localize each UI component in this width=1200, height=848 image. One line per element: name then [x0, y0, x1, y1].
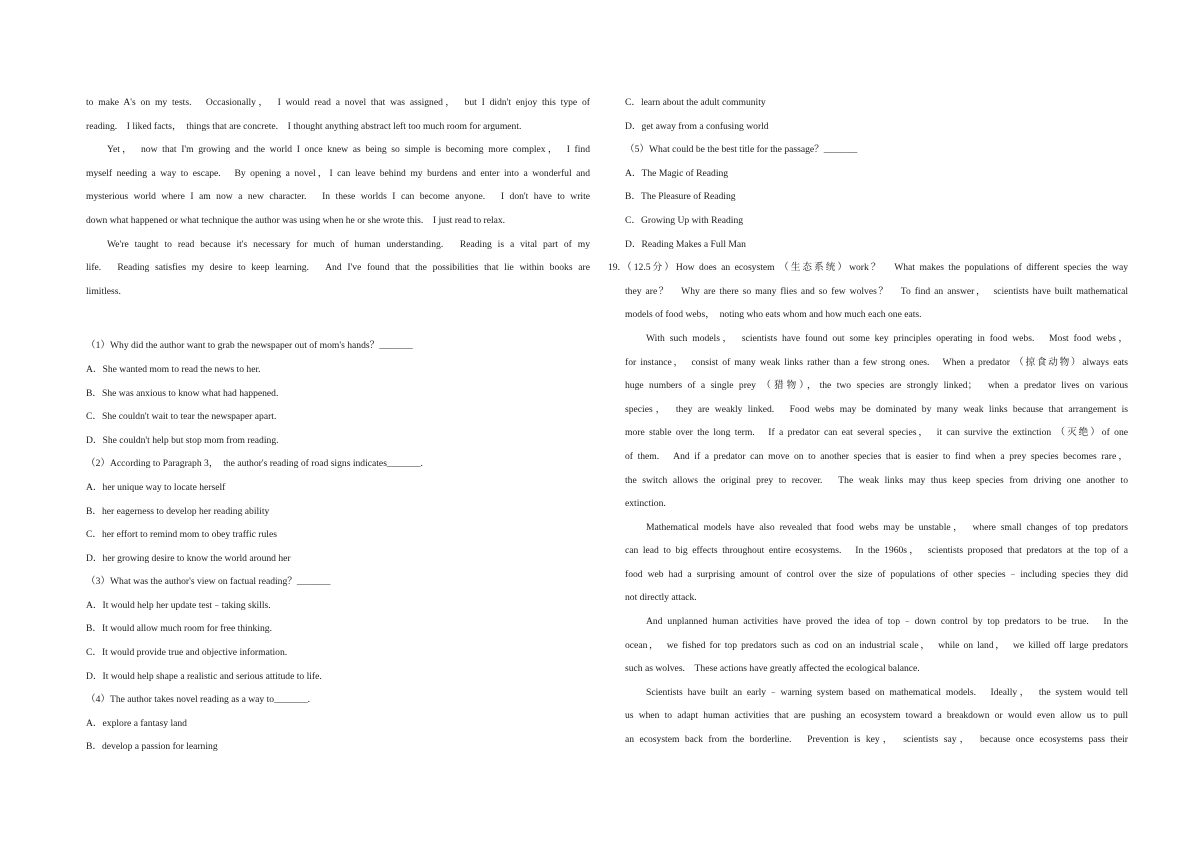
question-stem: （4）The author takes novel reading as a way to_______. [86, 694, 311, 706]
option-a: A．It would help her update test﹣taking skills. [86, 599, 271, 611]
passage-line: myself needing a way to escape. By opening a novel，I can leave behind my burdens and enter into a wonderful and [86, 167, 590, 179]
passage-line: more stable over the long term. If a predator can eat several species， it can survive the extinction （灭绝）of one [625, 427, 1128, 439]
passage-line: And unplanned human activities have proved the idea of top﹣down control by top predators to be true. In the [646, 616, 1128, 628]
option-a: A．She wanted mom to read the news to her. [86, 363, 261, 375]
passage-line: species， they are weakly linked. Food webs may be dominated by many weak links because that arrangement is [625, 403, 1128, 415]
question-2 [86, 452, 590, 570]
passage-continued [86, 91, 590, 303]
passage-line: not directly attack. [625, 592, 697, 604]
passage-line: down what happened or what technique the author was using when he or she wrote this. I just read to relax. [86, 214, 506, 226]
question-stem: （2）According to Paragraph 3， the author's reading of road signs indicates_______. [86, 458, 423, 470]
passage-line: such as wolves. These actions have greatly affected the ecological balance. [625, 663, 920, 675]
passage-line: huge numbers of a single prey （猎物），the two species are strongly linked； when a predator lives on various [625, 380, 1128, 392]
question-stem: （5）What could be the best title for the passage？_______ [625, 144, 858, 156]
passage-line: of them. And if a predator can move on to another species that is easier to find when a prey species becomes rare， [625, 450, 1128, 462]
question-4 [86, 688, 590, 759]
passage-paragraph [625, 327, 1128, 516]
passage-line: reading. I liked facts， things that are concrete. I thought anything abstract left too much room for argument. [86, 120, 522, 132]
passage-line: the switch allows the original prey to recover. The weak links may thus keep species from driving one another to [625, 474, 1128, 486]
passage-paragraph [625, 610, 1128, 681]
question-5 [625, 138, 1128, 256]
spacer [86, 303, 590, 334]
question-stem: （1）Why did the author want to grab the newspaper out of mom's hands？_______ [86, 340, 413, 352]
passage-line: Scientists have built an early﹣warning system based on mathematical models. Ideally， the system would tell [646, 686, 1128, 698]
passage-line: they are？ Why are there so many flies and so few wolves？ To find an answer， scientists have built mathematical [625, 285, 1128, 297]
passage-line: food web had a surprising amount of control over the size of populations of other species﹣including species they did [625, 568, 1128, 580]
question-stem: （3）What was the author's view on factual reading？_______ [86, 576, 331, 588]
option-b: B．The Pleasure of Reading [625, 191, 736, 203]
right-column [608, 91, 1128, 752]
passage-line: 19.（12.5分）How does an ecosystem （生态系统）work？ What makes the populations of different species the way [608, 262, 1128, 274]
option-d: D．get away from a confusing world [625, 120, 769, 132]
option-b: B．develop a passion for learning [86, 741, 218, 753]
passage-line: limitless. [86, 285, 121, 297]
option-d: D．She couldn't help but stop mom from reading. [86, 434, 279, 446]
option-b: B．her eagerness to develop her reading ability [86, 505, 270, 517]
passage-line: Yet， now that I'm growing and the world I once knew as being so simple is becoming more complex， I find [107, 144, 590, 156]
option-c: C．learn about the adult community [625, 97, 766, 108]
option-c: C．Growing Up with Reading [625, 214, 744, 226]
option-d: D．It would help shape a realistic and serious attitude to life. [86, 670, 322, 682]
option-b: B．It would allow much room for free thinking. [86, 623, 272, 635]
passage-line: With such models， scientists have found out some key principles operating in food webs. Most food webs， [646, 332, 1128, 344]
passage-line: to make A's on my tests. Occasionally， I would read a novel that was assigned， but I didn't enjoy this type of [86, 97, 590, 108]
question-1 [86, 334, 590, 452]
passage-line: ocean， we fished for top predators such as cod on an industrial scale， while on land， we killed off large predators [625, 639, 1128, 651]
option-b: B．She was anxious to know what had happened. [86, 387, 279, 399]
option-d: D．her growing desire to know the world around her [86, 552, 291, 564]
passage-line: mysterious world where I am now a new character. In these worlds I can become anyone. I don't have to write [86, 191, 590, 203]
passage-line: We're taught to read because it's necessary for much of human understanding. Reading is a vital part of my [107, 238, 590, 250]
passage-line: for instance， consist of many weak links rather than a few strong ones. When a predator （掠食动物）always eats [625, 356, 1128, 368]
passage-line: extinction. [625, 498, 666, 510]
option-c: C．It would provide true and objective information. [86, 647, 288, 659]
passage-line: us when to adapt human activities that are pushing an ecosystem toward a breakdown or would even allow us to pull [625, 710, 1128, 722]
question-3 [86, 570, 590, 688]
passage-paragraph [625, 681, 1128, 752]
passage-line: can lead to big effects throughout entire ecosystems. In the 1960s， scientists proposed that predators at the top of a [625, 545, 1128, 557]
passage-line: an ecosystem back from the borderline. Prevention is key， scientists say， because once ecosystems pass their [625, 734, 1128, 746]
left-column [86, 91, 590, 759]
question-19-intro [608, 256, 1128, 327]
passage-paragraph [625, 516, 1128, 610]
option-d: D．Reading Makes a Full Man [625, 238, 746, 250]
question-4-continued [625, 91, 1128, 138]
option-a: A．The Magic of Reading [625, 167, 729, 179]
passage-line: Mathematical models have also revealed that food webs may be unstable， where small changes of top predators [646, 521, 1128, 533]
option-a: A．her unique way to locate herself [86, 481, 226, 493]
option-a: A．explore a fantasy land [86, 717, 187, 729]
option-c: C．She couldn't wait to tear the newspaper apart. [86, 411, 277, 423]
passage-line: life. Reading satisfies my desire to keep learning. And I've found that the possibilities that lie within books are [86, 262, 590, 274]
passage-line: models of food webs， noting who eats whom and how much each one eats. [625, 309, 922, 321]
option-c: C．her effort to remind mom to obey traffic rules [86, 529, 277, 541]
